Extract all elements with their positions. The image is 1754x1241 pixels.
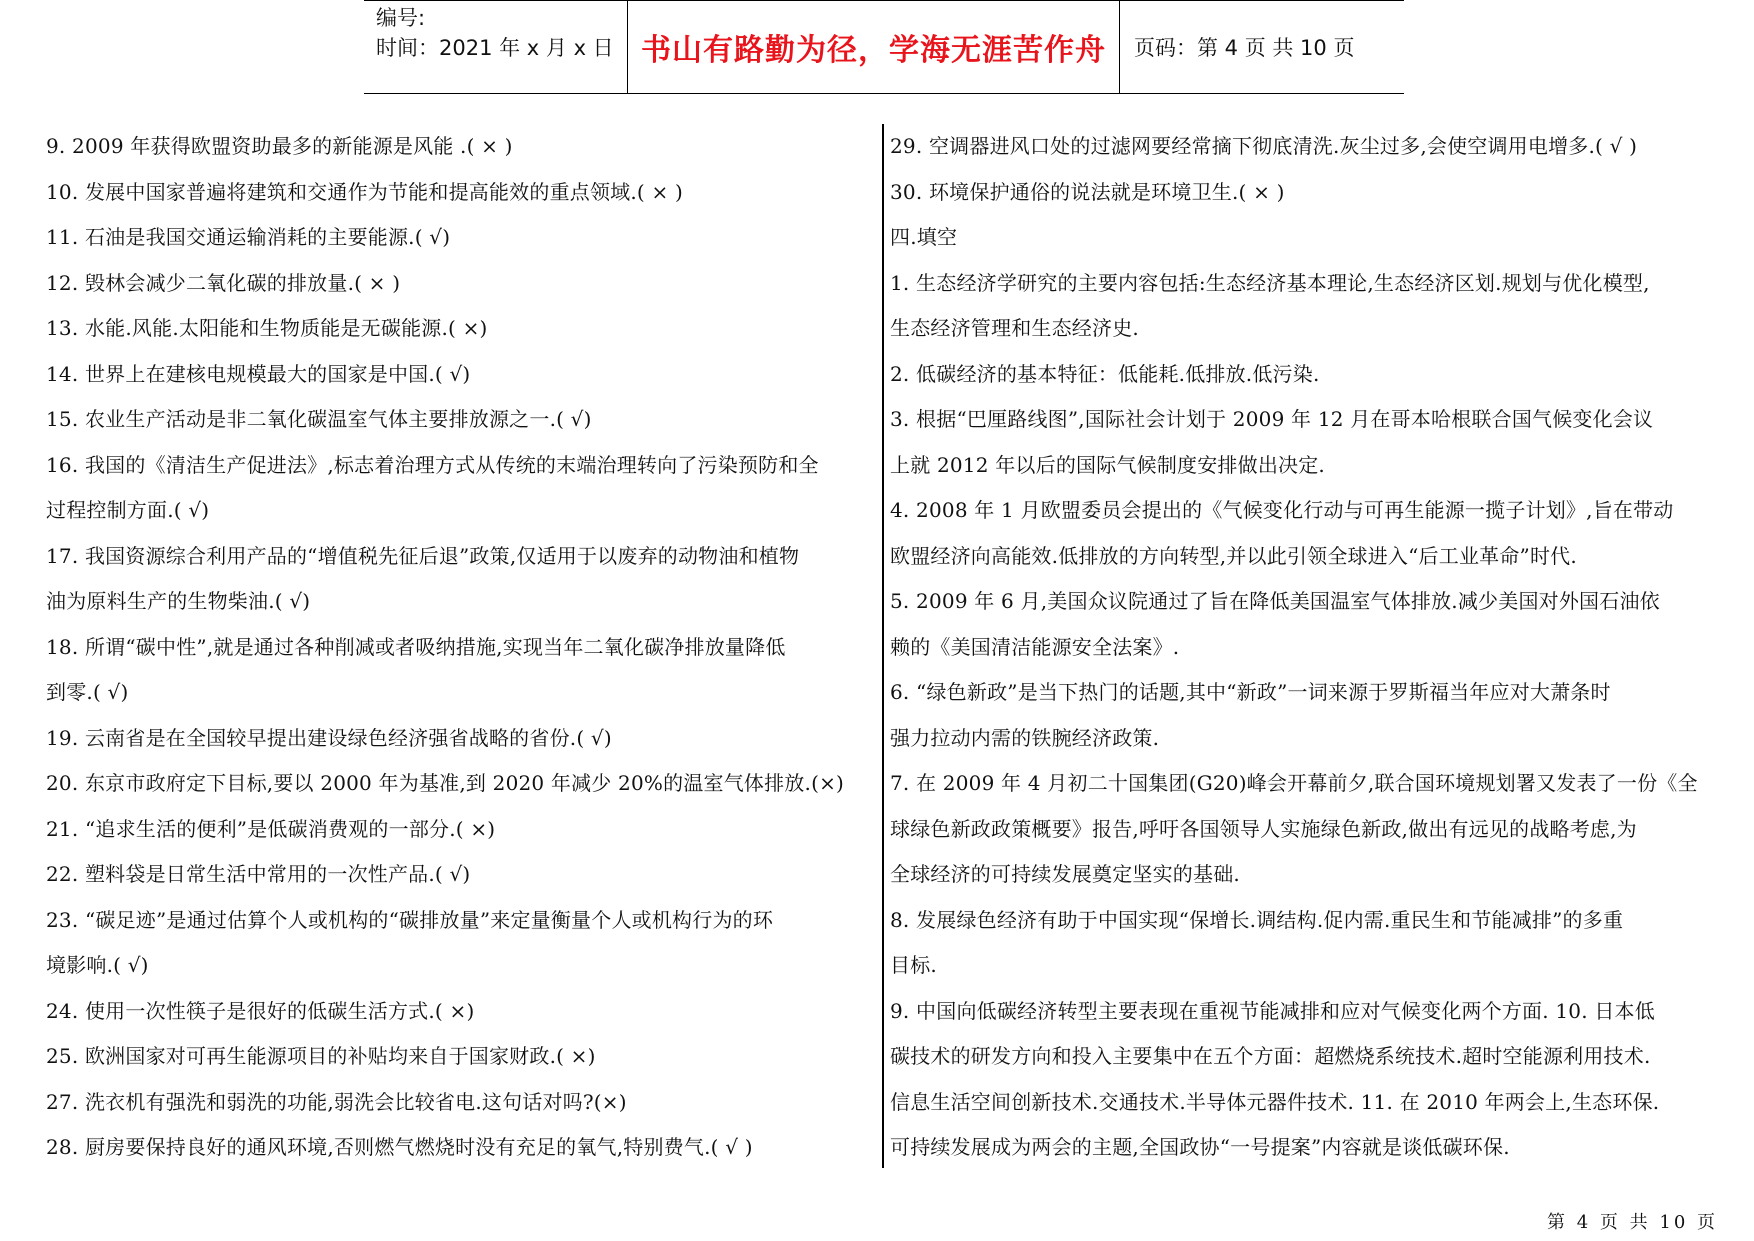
text-line: 5. 2009 年 6 月,美国众议院通过了旨在降低美国温室气体排放.减少美国对外国石油依 — [890, 589, 1660, 613]
text-line: 全球经济的可持续发展奠定坚实的基础. — [890, 862, 1240, 886]
text-line: 30. 环境保护通俗的说法就是环境卫生.( × ) — [890, 179, 1285, 204]
text-line: 2. 低碳经济的基本特征：低能耗.低排放.低污染. — [890, 361, 1320, 386]
text-line: 3. 根据“巴厘路线图”,国际社会计划于 2009 年 12 月在哥本哈根联合国气候变化会议 — [890, 407, 1654, 431]
text-line: 17. 我国资源综合利用产品的“增值税先征后退”政策,仅适用于以废弃的动物油和植物 — [46, 543, 800, 568]
text-line: 23. “碳足迹”是通过估算个人或机构的“碳排放量”来定量衡量个人或机构行为的环 — [46, 907, 774, 932]
text-line: 9. 中国向低碳经济转型主要表现在重视节能减排和应对气候变化两个方面. 10. 日本低 — [890, 998, 1655, 1023]
text-line: 28. 厨房要保持良好的通风环境,否则燃气燃烧时没有充足的氧气,特别费气.( √ ) — [46, 1135, 753, 1159]
text-line: 18. 所谓“碳中性”,就是通过各种削减或者吸纳措施,实现当年二氧化碳净排放量降低 — [46, 634, 786, 659]
text-line: 15. 农业生产活动是非二氧化碳温室气体主要排放源之一.( √) — [46, 407, 592, 431]
text-line: 碳技术的研发方向和投入主要集中在五个方面：超燃烧系统技术.超时空能源利用技术. — [890, 1044, 1651, 1068]
text-line: 四.填空 — [890, 225, 958, 249]
text-line: 8. 发展绿色经济有助于中国实现“保增长.调结构.促内需.重民生和节能减排”的多重 — [890, 907, 1624, 932]
text-line: 9. 2009 年获得欧盟资助最多的新能源是风能 .( × ) — [46, 134, 513, 158]
document-date: 时间：2021 年 x 月 x 日 — [376, 36, 614, 60]
text-line: 4. 2008 年 1 月欧盟委员会提出的《气候变化行动与可再生能源一揽子计划》,旨在带动 — [890, 498, 1674, 522]
text-line: 14. 世界上在建核电规模最大的国家是中国.( √) — [46, 361, 471, 386]
text-line: 目标. — [890, 953, 937, 977]
text-line: 20. 东京市政府定下目标,要以 2000 年为基准,到 2020 年减少 20%的温室气体排放.(×) — [46, 771, 845, 795]
text-line: 21. “追求生活的便利”是低碳消费观的一部分.( ×) — [46, 816, 496, 841]
text-line: 过程控制方面.( √) — [46, 498, 210, 522]
text-line: 7. 在 2009 年 4 月初二十国集团(G20)峰会开幕前夕,联合国环境规划署又发表了一份《全 — [890, 771, 1698, 795]
text-line: 到零.( √) — [46, 680, 129, 704]
text-line: 16. 我国的《清洁生产促进法》,标志着治理方式从传统的末端治理转向了污染预防和全 — [46, 452, 819, 477]
text-line: 27. 洗衣机有强洗和弱洗的功能,弱洗会比较省电.这句话对吗?(×) — [46, 1089, 627, 1114]
left-column — [46, 124, 880, 1171]
header-page-code: 页码：第 4 页 共 10 页 — [1134, 36, 1355, 60]
text-line: 境影响.( √) — [46, 953, 149, 977]
text-line: 10. 发展中国家普遍将建筑和交通作为节能和提高能效的重点领域.( × ) — [46, 179, 683, 204]
text-line: 22. 塑料袋是日常生活中常用的一次性产品.( √) — [46, 862, 471, 886]
text-line: 12. 毁林会减少二氧化碳的排放量.( × ) — [46, 270, 401, 295]
right-column — [890, 124, 1736, 1171]
column-divider — [882, 124, 884, 1168]
text-line: 油为原料生产的生物柴油.( √) — [46, 589, 311, 613]
page-footer: 第 4 页 共 10 页 — [1547, 1212, 1718, 1233]
text-line: 11. 石油是我国交通运输消耗的主要能源.( √) — [46, 225, 451, 249]
text-line: 1. 生态经济学研究的主要内容包括:生态经济基本理论,生态经济区划.规划与优化模型, — [890, 270, 1650, 295]
text-line: 25. 欧洲国家对可再生能源项目的补贴均来自于国家财政.( ×) — [46, 1044, 596, 1068]
text-line: 19. 云南省是在全国较早提出建设绿色经济强省战略的省份.( √) — [46, 725, 612, 750]
text-line: 强力拉动内需的铁腕经济政策. — [890, 725, 1160, 750]
text-line: 欧盟经济向高能效.低排放的方向转型,并以此引领全球进入“后工业革命”时代. — [890, 543, 1577, 568]
text-line: 信息生活空间创新技术.交通技术.半导体元器件技术. 11. 在 2010 年两会上,生态环保. — [890, 1089, 1660, 1114]
text-line: 6. “绿色新政”是当下热门的话题,其中“新政”一词来源于罗斯福当年应对大萧条时 — [890, 680, 1611, 704]
text-line: 生态经济管理和生态经济史. — [890, 316, 1139, 340]
page-header — [364, 0, 1404, 94]
text-line: 29. 空调器进风口处的过滤网要经常摘下彻底清洗.灰尘过多,会使空调用电增多.( √ ) — [890, 134, 1638, 158]
text-line: 24. 使用一次性筷子是很好的低碳生活方式.( ×) — [46, 998, 475, 1023]
text-line: 赖的《美国清洁能源安全法案》. — [890, 634, 1180, 659]
text-line: 可持续发展成为两会的主题,全国政协“一号提案”内容就是谈低碳环保. — [890, 1135, 1510, 1159]
text-line: 上就 2012 年以后的国际气候制度安排做出决定. — [890, 452, 1325, 477]
text-line: 球绿色新政政策概要》报告,呼吁各国领导人实施绿色新政,做出有远见的战略考虑,为 — [890, 816, 1637, 841]
text-line: 13. 水能.风能.太阳能和生物质能是无碳能源.( ×) — [46, 316, 488, 340]
header-motto: 书山有路勤为径，学海无涯苦作舟 — [628, 1, 1120, 93]
document-number-label: 编号: — [376, 6, 426, 30]
header-meta — [364, 1, 628, 93]
